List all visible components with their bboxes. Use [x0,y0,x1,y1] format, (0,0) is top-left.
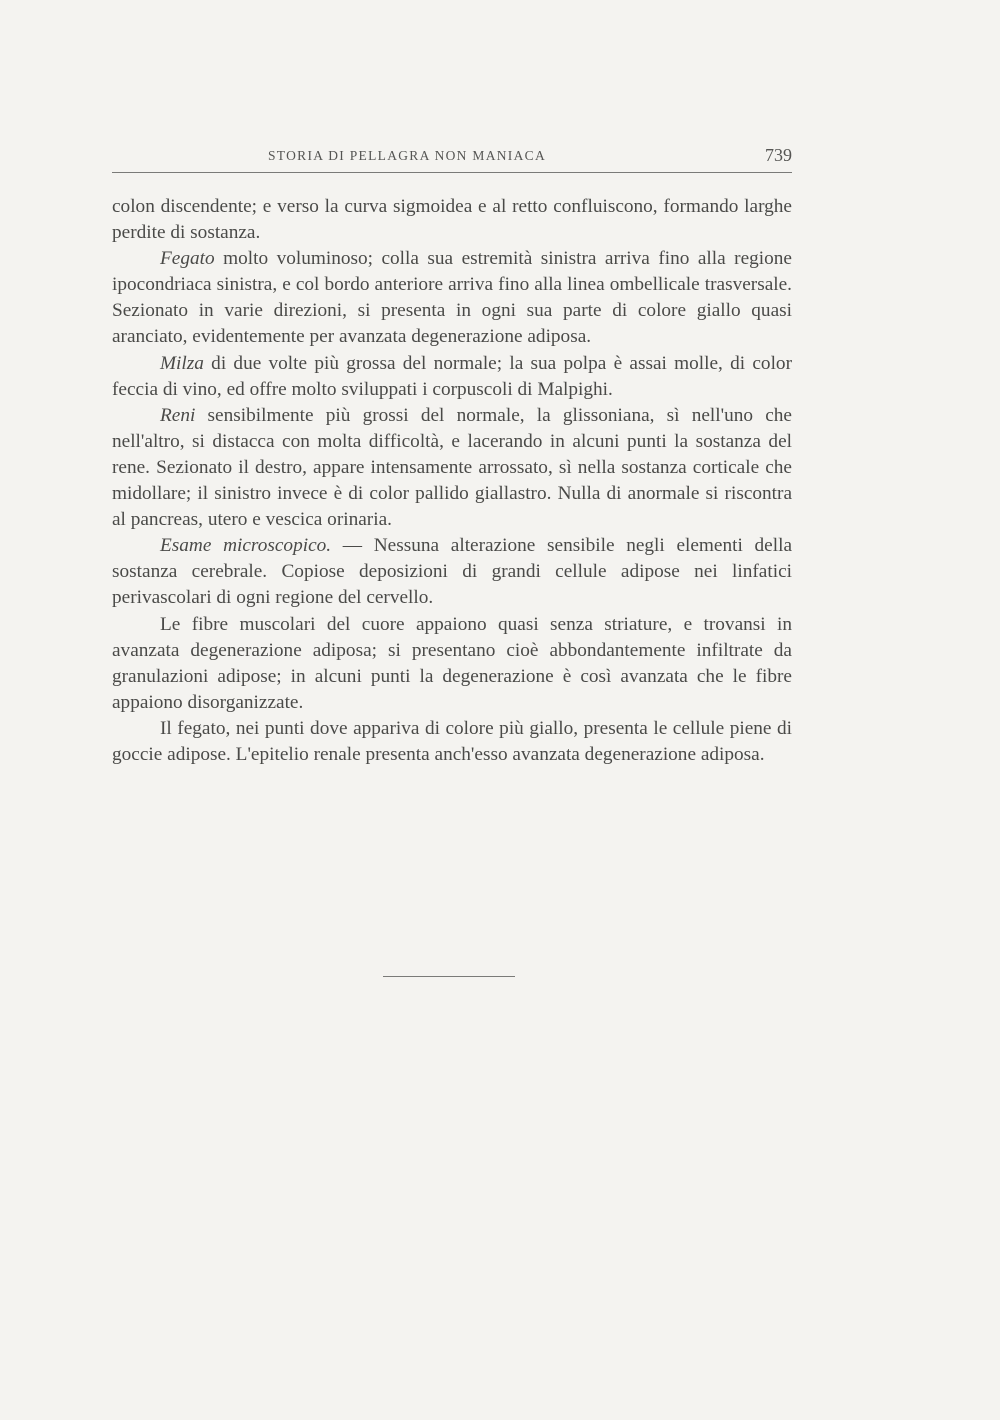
paragraph-reni [112,403,792,533]
paragraph-fegato-microscopico [112,716,792,768]
paragraph-text: sensibilmente più grossi del normale, la glissoniana, sì nell'uno che nell'altro, si distacca con molta difficoltà, e lacerando in alcuni punti la sostanza del rene. Sezionato il destro, appare intensamente arrossato, sì nella sostanza corticale che midollare; il sinistro invece è di color pallido giallastro. Nulla di anormale si riscontra al pancreas, utero e vescica orinaria. [112,404,792,531]
paragraph-text: colon discendente; e verso la curva sigmoidea e al retto confluiscono, formando larghe perdite di sostanza. [112,196,792,244]
end-rule [383,976,515,977]
paragraph-milza [112,351,792,403]
paragraph-lead: Milza [160,352,204,374]
paragraph-colon [112,194,792,246]
paragraph-lead: Esame microscopico. [160,535,332,557]
paragraph-fegato [112,246,792,350]
paragraph-text: Le fibre muscolari del cuore appaiono quasi senza striature, e trovansi in avanzata degenerazione adiposa; si presentano cioè abbondantemente infiltrate da granulazioni adipose; in alcuni punti la degenerazione è così avanzata che le fibre appaiono disorganizzate. [112,613,792,713]
page-number: 739 [765,145,792,165]
paragraph-text: Il fegato, nei punti dove appariva di colore più giallo, presenta le cellule piene di goccie adipose. L'epitelio renale presenta anch'esso avanzata degenerazione adiposa. [112,717,792,765]
paragraph-fibre-muscolari [112,612,792,716]
paragraph-lead: Fegato [160,248,215,270]
running-title: STORIA DI PELLAGRA NON MANIACA [267,148,546,163]
paragraph-text: molto voluminoso; colla sua estremità sinistra arriva fino alla regione ipocondriaca sinistra, e col bordo anteriore arriva fino alla linea ombellicale trasversale. Sezionato in varie direzioni, si presenta in ogni sua parte di colore giallo quasi aranciato, evidentemente per avanzata degenerazione adiposa. [112,248,792,348]
running-header [112,140,792,173]
paragraph-text: di due volte più grossa del normale; la sua polpa è assai molle, di color feccia di vino, ed offre molto sviluppati i corpuscoli di Malpighi. [112,352,792,400]
paragraph-esame-microscopico [112,533,792,611]
body-text [112,194,792,768]
paragraph-lead: Reni [160,404,196,426]
paragraph-text: — Nessuna alterazione sensibile negli elementi della sostanza cerebrale. Copiose deposizioni di grandi cellule adipose nei linfatici perivascolari di ogni regione del cervello. [112,535,793,609]
